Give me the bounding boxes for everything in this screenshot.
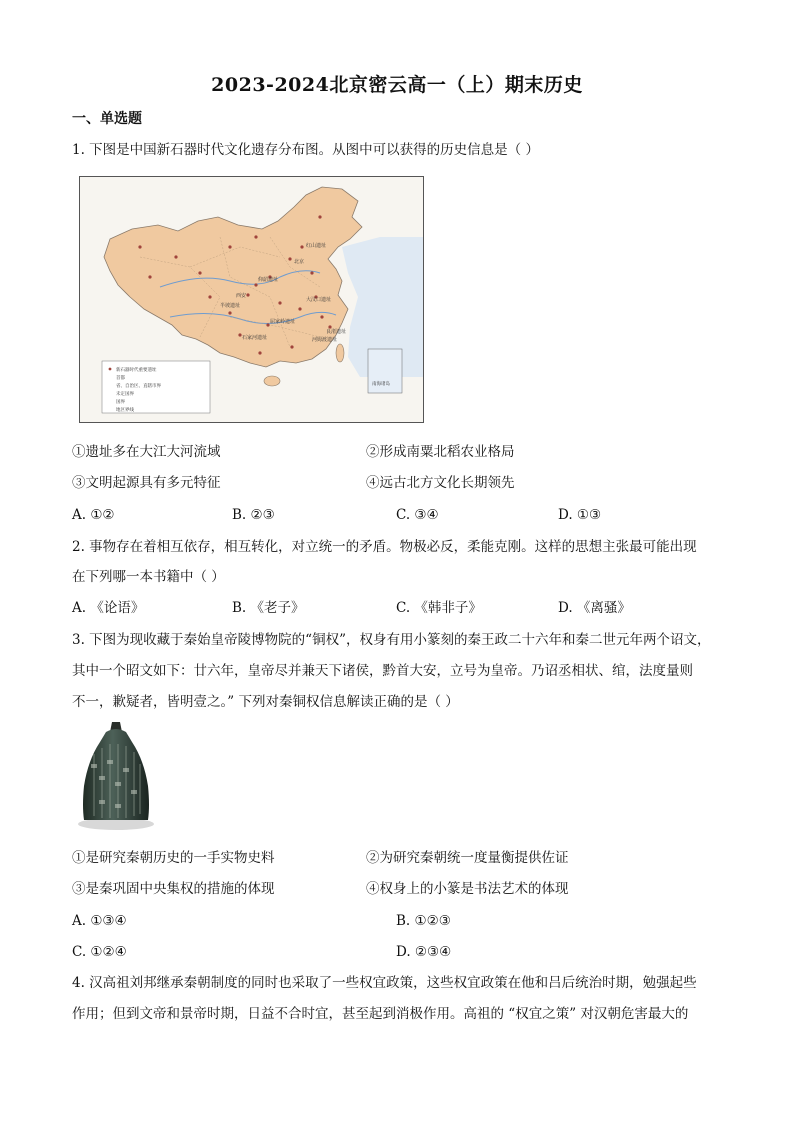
page-title: 2023-2024北京密云高一（上）期末历史 [211, 74, 583, 96]
section-heading: 一、单选题 [72, 111, 142, 127]
inset-label: 南海诸岛 [372, 382, 390, 387]
q2-option-a[interactable]: A. 《论语》 [72, 600, 145, 616]
site-label: 河姆渡遗址 [312, 337, 338, 343]
legend-item: 地区界线 [116, 408, 134, 413]
neolithic-map [79, 176, 424, 423]
site-label: 西安 [236, 293, 247, 299]
china-map-illustration [80, 177, 423, 422]
q3-option-a[interactable]: A. ①③④ [72, 913, 127, 929]
q1-item-2: ②形成南粟北稻农业格局 [366, 444, 515, 460]
q3-option-c[interactable]: C. ①②④ [72, 944, 127, 960]
legend-item: 未定国界 [116, 392, 134, 397]
site-label: 大汶口遗址 [306, 297, 332, 303]
question-4-stem-line-2: 作用；但到文帝和景帝时期，日益不合时宜，甚至起到消极作用。高祖的 “权宜之策” 对汉朝危害最大的 [72, 1006, 689, 1022]
question-1-stem: 1. 下图是中国新石器时代文化遗存分布图。从图中可以获得的历史信息是（ ） [72, 142, 539, 158]
site-label: 良渚遗址 [326, 329, 347, 335]
question-2-stem-line-1: 2. 事物存在着相互依存，相互转化，对立统一的矛盾。物极必反，柔能克刚。这样的思想主张最可能出现 [72, 539, 697, 555]
site-label: 屈家岭遗址 [270, 319, 296, 325]
site-label: 石家河遗址 [242, 335, 268, 341]
question-4-stem-line-1: 4. 汉高祖刘邦继承秦朝制度的同时也采取了一些权宜政策，这些权宜政策在他和吕后统治时期，勉强起些 [72, 975, 697, 991]
q1-option-b[interactable]: B. ②③ [232, 507, 275, 523]
q3-option-d[interactable]: D. ②③④ [396, 944, 452, 960]
q3-item-4: ④权身上的小篆是书法艺术的体现 [366, 881, 569, 897]
taiwan-island [336, 344, 344, 362]
site-label: 仰韶遗址 [258, 277, 279, 283]
q2-option-c[interactable]: C. 《韩非子》 [396, 600, 482, 616]
question-3-stem-line-3: 不一，歉疑者，皆明壹之。” 下列对秦铜权信息解读正确的是（ ） [72, 694, 459, 710]
q3-item-1: ①是研究秦朝历史的一手实物史料 [72, 850, 275, 866]
bronze-weight-illustration [76, 720, 156, 832]
q2-option-d[interactable]: D. 《离骚》 [558, 600, 631, 616]
bronze-weight-image [76, 720, 156, 832]
site-label: 北京 [294, 259, 305, 265]
q3-item-3: ③是秦巩固中央集权的措施的体现 [72, 881, 275, 897]
q1-option-d[interactable]: D. ①③ [558, 507, 602, 523]
legend-item: 新石器时代重要遗址 [116, 368, 157, 373]
site-label: 半坡遗址 [220, 303, 241, 309]
hainan-island [264, 376, 280, 386]
question-2-stem-line-2: 在下列哪一本书籍中（ ） [72, 569, 225, 585]
q1-item-3: ③文明起源具有多元特征 [72, 475, 221, 491]
q3-option-b[interactable]: B. ①②③ [396, 913, 451, 929]
q1-item-1: ①遗址多在大江大河流域 [72, 444, 221, 460]
legend-item: 首都 [116, 376, 125, 381]
q3-item-2: ②为研究秦朝统一度量衡提供佐证 [366, 850, 569, 866]
question-3-stem-line-1: 3. 下图为现收藏于秦始皇帝陵博物院的“铜权”，权身有用小篆刻的秦王政二十六年和秦二世元年两个诏文， [72, 632, 711, 648]
legend-item: 省、自治区、直辖市界 [116, 384, 161, 389]
legend-item: 国界 [116, 400, 125, 405]
q1-item-4: ④远古北方文化长期领先 [366, 475, 515, 491]
site-label: 红山遗址 [306, 243, 327, 249]
q2-option-b[interactable]: B. 《老子》 [232, 600, 305, 616]
question-3-stem-line-2: 其中一个昭文如下：廿六年，皇帝尽并兼天下诸侯，黔首大安，立号为皇帝。乃诏丞相状、绾，法度量则 [72, 663, 693, 679]
q1-option-a[interactable]: A. ①② [72, 507, 115, 523]
q1-option-c[interactable]: C. ③④ [396, 507, 439, 523]
